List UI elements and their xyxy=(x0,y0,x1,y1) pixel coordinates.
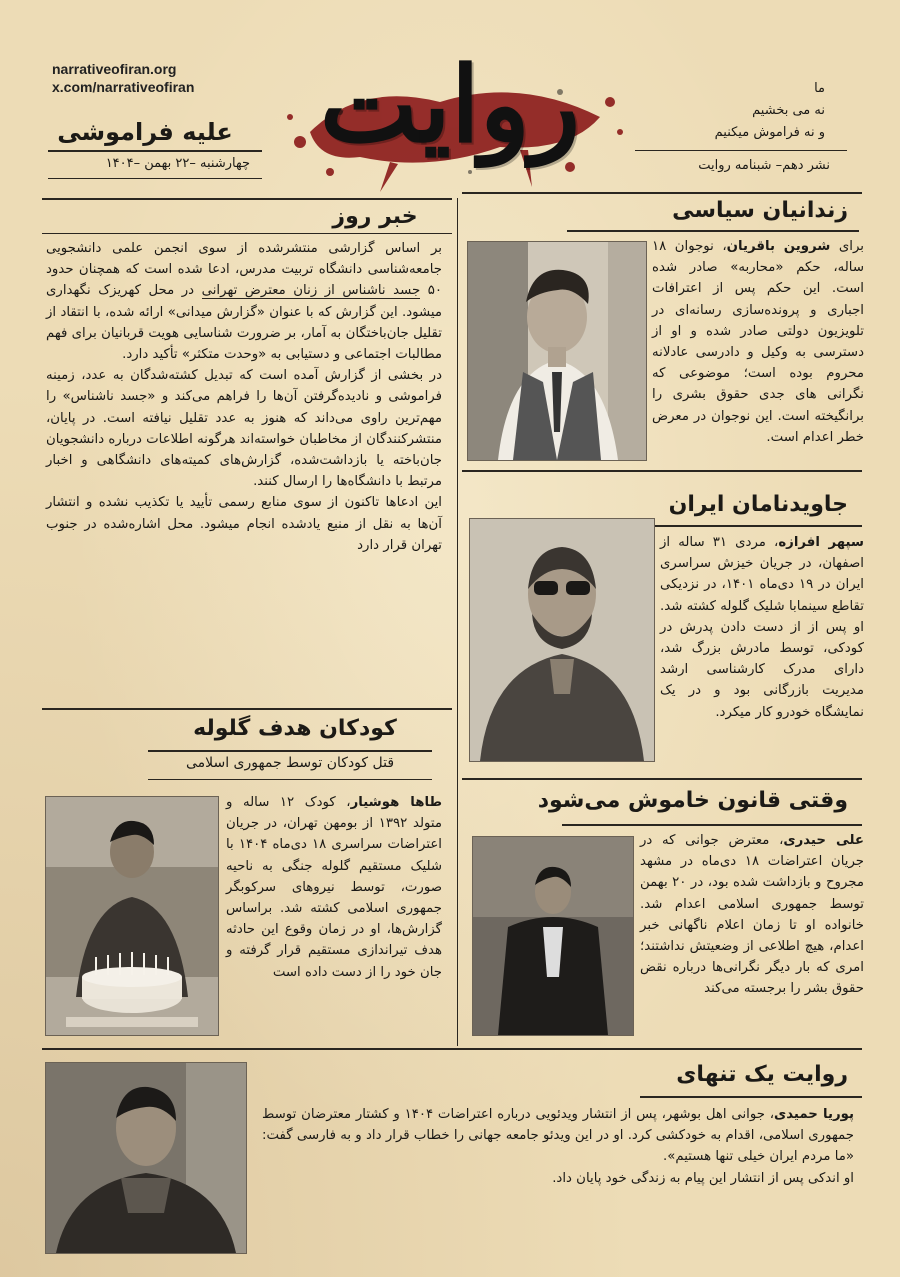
column-divider xyxy=(457,198,458,1046)
children-subheading: قتل کودکان توسط جمهوری اسلامی xyxy=(185,755,395,771)
divider xyxy=(148,779,432,780)
issue-title: علیه فراموشی xyxy=(57,118,233,146)
news-text: بر اساس گزارشی منتشرشده از سوی انجمن علمی دانشجویی جامعه‌شناسی دانشگاه تربیت مدرس، ادعا شده است که همچنان حدود ۵۰ xyxy=(46,241,443,299)
lonely-paragraph: او اندکی پس از انتشار این پیام به زندگی خود پایان داد. xyxy=(552,1170,854,1186)
motto-line: و نه فراموش میکنیم xyxy=(714,125,825,140)
child-name: طاها هوشیار xyxy=(350,795,442,810)
news-text: در محل کهریزک نگهداری میشود. این گزارش که با عنوان «گزارش میدانی» ارائه شده، با انتقاد از تقلیل جان‌باختگان به آمار، بر ضرورت شناسایی هویت قربانیان برای فهم مطالبات اجتماعی و دستیابی به «وحدت متکثر» تأکید دارد. xyxy=(46,283,442,363)
divider xyxy=(635,150,847,151)
law-name: علی حیدری xyxy=(783,833,864,848)
lonely-body xyxy=(262,1104,854,1189)
prisoners-text: ، نوجوان ۱۸ ساله، حکم «محاربه» صادر شده است. این حکم پس از اعترافات اجباری و پرونده‌سازی رسانه‌ای در تلویزیون دولتی صادر شده و او از دسترسی به وکیل و دادرسی عادلانه محروم بوده است؛ موضوعی که نگرانی های جدی حقوق بشری را برانگیخته است. این نوجوان در معرض خطر اعدام است. xyxy=(652,239,864,445)
x-link[interactable]: x.com/narrativeofiran xyxy=(52,79,195,95)
divider xyxy=(42,233,452,234)
photo-sepehr xyxy=(469,518,655,762)
divider xyxy=(48,150,262,152)
lonely-name: پوریا حمیدی xyxy=(774,1107,854,1122)
divider xyxy=(462,470,862,472)
motto xyxy=(655,78,825,144)
divider xyxy=(42,198,452,200)
divider xyxy=(567,230,859,232)
motto-line: نه می بخشیم xyxy=(752,103,825,118)
law-body xyxy=(640,830,864,1000)
divider xyxy=(42,708,452,710)
divider xyxy=(640,1096,862,1098)
divider xyxy=(48,178,262,179)
prisoners-heading: زندانیان سیاسی xyxy=(672,198,848,223)
immortal-name: سپهر افرازه xyxy=(778,535,864,550)
news-paragraph: این ادعاها تاکنون از سوی منابع رسمی تأیید یا تکذیب نشده و انتشار آن‌ها به نقل از منبع یادشده انجام میشود. محل اشاره‌شده در جنوب تهران قرار دارد xyxy=(46,495,442,553)
logo-title: روایت xyxy=(319,43,581,166)
photo-sherwin xyxy=(467,241,647,461)
divider xyxy=(462,778,862,780)
children-heading: کودکان هدف گلوله xyxy=(193,716,397,741)
law-text: ، معترض جوانی که در جریان اعتراضات ۱۸ دی‌ماه در مشهد مجروح و بازداشت شده بود، در ۲۰ بهمن توسط جمهوری اسلامی اعدام شد. خانواده او تا زمان اعلام ناگهانی خبر اعدام، هیچ اطلاعی از وضعیتش نداشتند؛ امری که بار دیگر نگرانی‌ها درباره نقض حقوق بشر را برجسته می‌کند xyxy=(640,833,865,997)
lonely-text: ، جوانی اهل بوشهر، پس از انتشار ویدئویی درباره اعتراضات ۱۴۰۴ و کشتار معترضان توسط جمهوری اسلامی، اقدام به خودکشی کرد. او در این ویدئو جامعه جهانی را خطاب قرار داد و به فارسی گفت: «ما مردم ایران خیلی تنها هستیم». xyxy=(262,1107,854,1165)
children-body xyxy=(226,792,442,983)
divider xyxy=(562,824,862,826)
immortals-text: ، مردی ۳۱ ساله از اصفهان، در جریان خیزش سراسری ایران در ۱۹ دی‌ماه ۱۴۰۱، در نزدیکی تقاطع سینمابا شلیک گلوله کشته شد. او پس از از دست دادن پدرش در کودکی، توسط مادرش بزرگ شد، دارای مدرک کارشناسی ارشد مدیریت بازرگانی بود و در یک نمایشگاه خودرو کار میکرد. xyxy=(660,535,864,720)
news-heading: خبر روز xyxy=(332,204,418,229)
news-highlight: جسد ناشناس از زنان معترض تهرانی xyxy=(201,283,421,299)
prisoners-text: برای xyxy=(830,239,864,254)
divider xyxy=(42,1048,862,1050)
news-paragraph: در بخشی از گزارش آمده است که تبدیل کشته‌شدگان به عدد، زمینه فراموشی و نادیده‌گرفتن آن‌ها را فراهم می‌کند و «جسد ناشناس» را مهم‌ترین راوی می‌داند که هنوز به عدد تقلیل نیافته است. در پایان، منتشرکنندگان از مخاطبان خواسته‌اند هرگونه اطلاعات درباره دانشجویان جان‌باخته یا بازداشت‌شده، گزارش‌های کمیته‌های دانشگاهی و اخبار مرتبط با دانشگاه‌ها را ارسال کنند. xyxy=(46,368,442,490)
logo xyxy=(270,22,630,202)
photo-taha xyxy=(45,796,219,1036)
immortals-body xyxy=(660,532,864,723)
news-body xyxy=(46,238,442,556)
divider xyxy=(462,192,862,194)
divider xyxy=(148,750,432,752)
issue-date: چهارشنبه –۲۲ بهمن –۱۴۰۴ xyxy=(105,156,250,171)
site-link[interactable]: narrativeofiran.org xyxy=(52,61,177,77)
prisoners-body xyxy=(652,236,864,448)
edition-label: نشر دهم– شبنامه روایت xyxy=(698,158,830,173)
photo-ali xyxy=(472,836,634,1036)
immortals-heading: جاویدنامان ایران xyxy=(668,492,848,517)
photo-pourya xyxy=(45,1062,247,1254)
site-links xyxy=(52,60,194,96)
law-heading: وقتی قانون خاموش می‌شود xyxy=(537,788,848,813)
prisoner-name: شروین باقریان xyxy=(726,239,831,254)
lonely-heading: روایت یک تنهای xyxy=(676,1062,848,1087)
motto-line: ما xyxy=(814,81,825,96)
children-text: ، کودک ۱۲ ساله و متولد ۱۳۹۲ از بومهن تهران، در جریان اعتراضات سراسری ۱۸ دی‌ماه ۱۴۰۴ با شلیک مستقیم گلوله جنگی به ناحیه صورت، توسط نیروهای سرکوبگر جمهوری اسلامی کشته شد. براساس گزارش‌ها، او در زمان وقوع این حادثه هدف تیراندازی مستقیم قرار گرفته و جان خود را از دست داده است xyxy=(226,795,442,980)
